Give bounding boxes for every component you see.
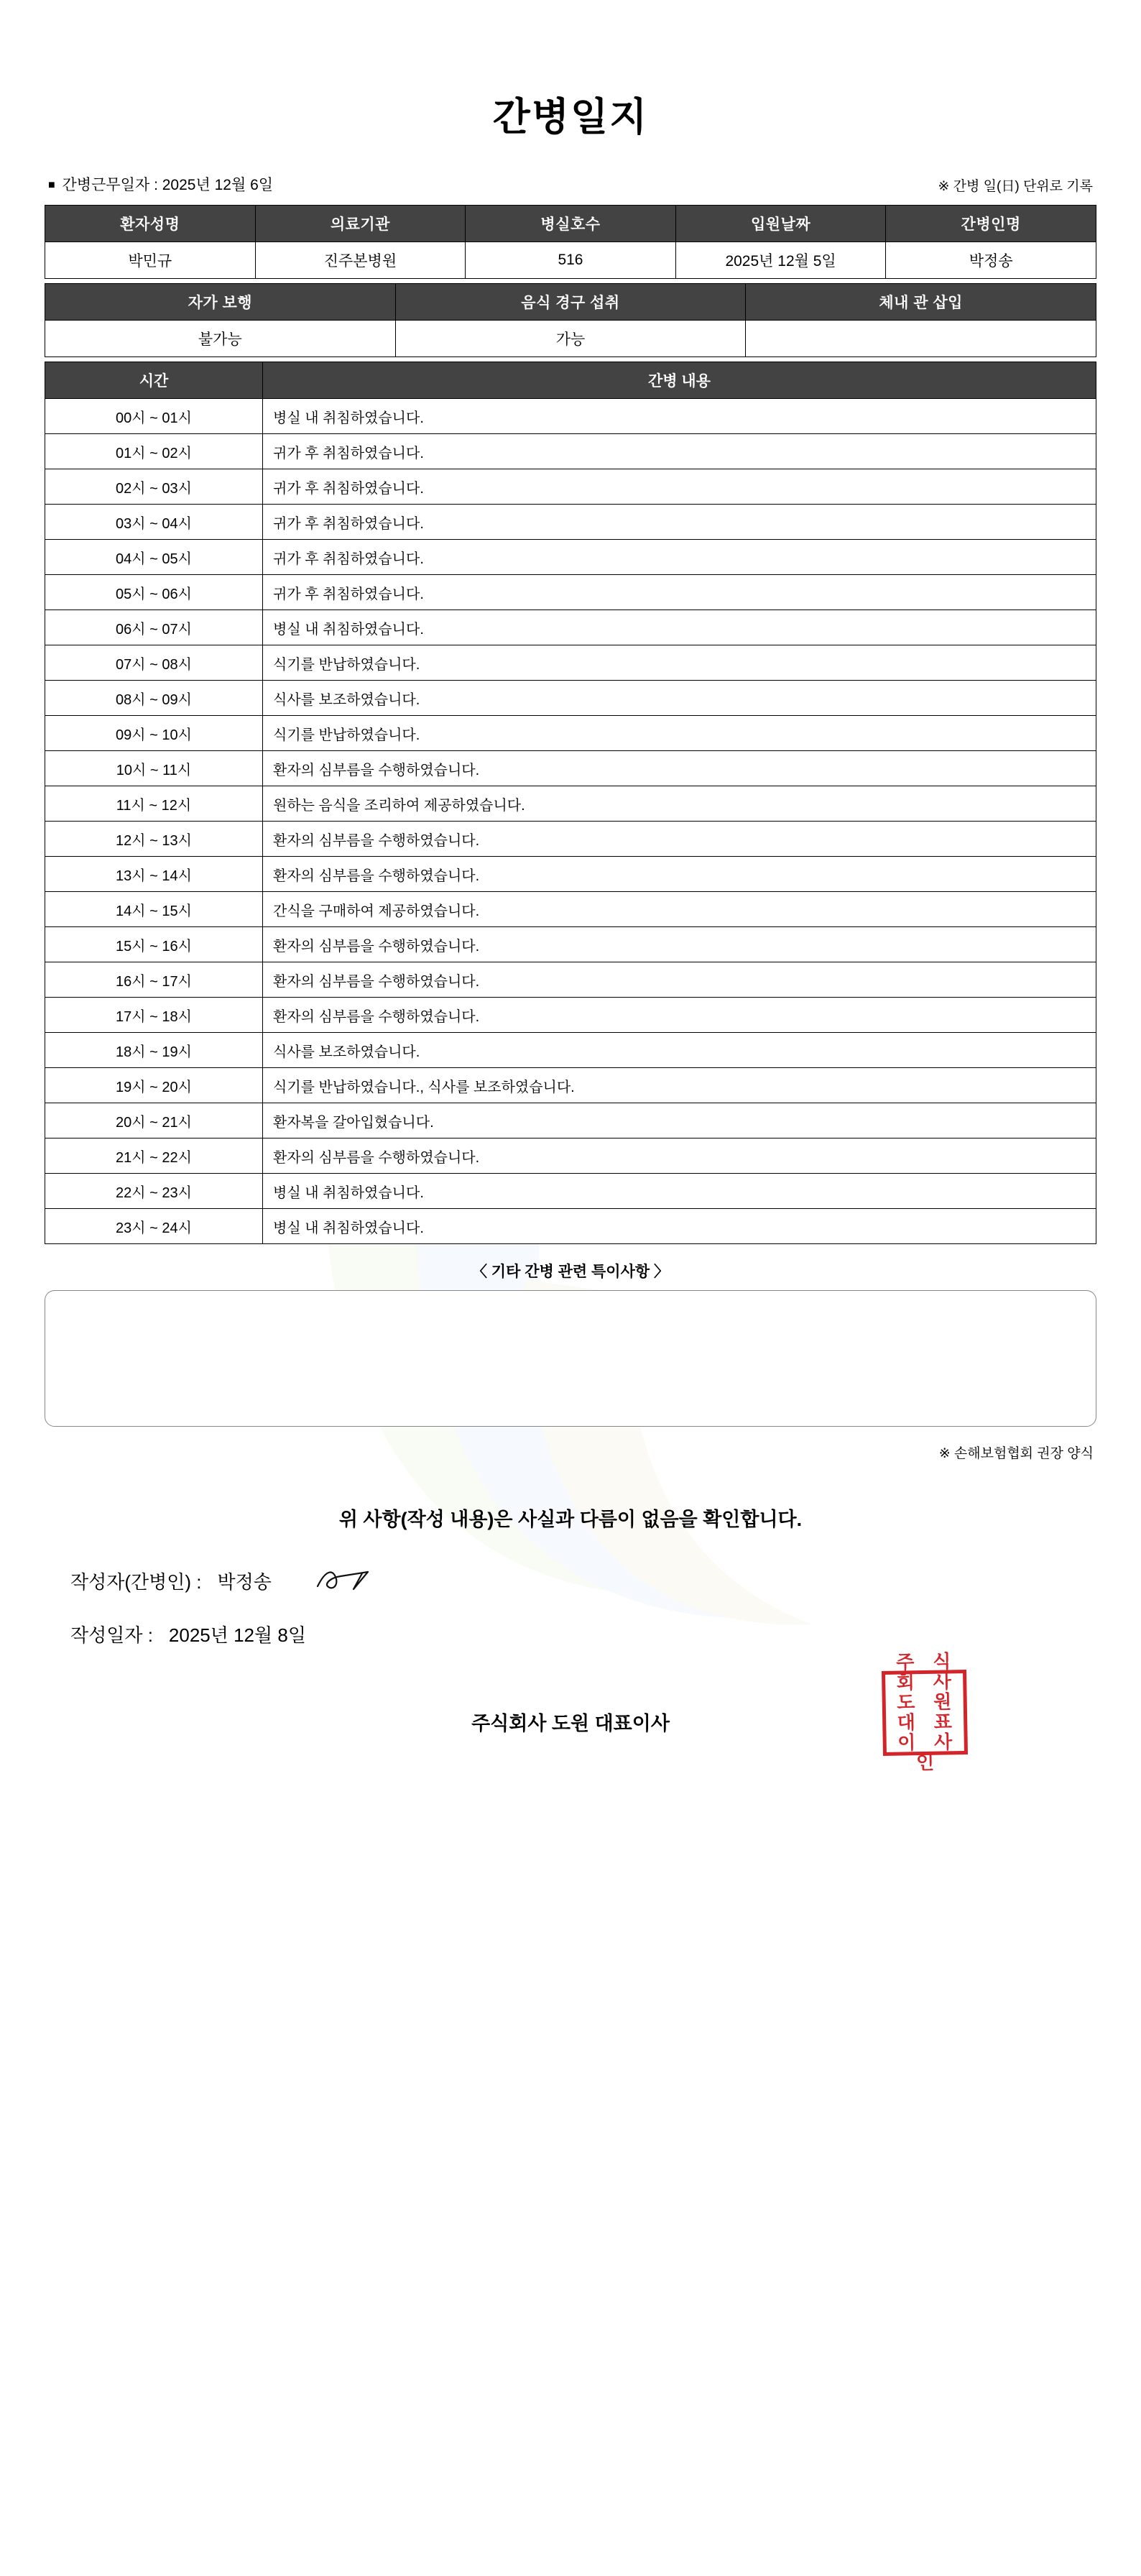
log-time: 07시 ~ 08시 xyxy=(45,645,263,681)
td-hospital: 진주본병원 xyxy=(255,242,466,279)
table-row xyxy=(45,962,1096,998)
signature-gap xyxy=(45,1601,1096,1616)
patient-info-table xyxy=(45,205,1096,279)
log-content: 병실 내 취침하였습니다. xyxy=(263,610,1096,645)
log-content: 병실 내 취침하였습니다. xyxy=(263,1174,1096,1209)
table-row xyxy=(45,321,1096,357)
table-row xyxy=(45,927,1096,962)
confirmation-statement: 위 사항(작성 내용)은 사실과 다름이 없음을 확인합니다. xyxy=(338,1509,803,1530)
table-row xyxy=(45,751,1096,786)
table-row xyxy=(45,822,1096,857)
notes-box[interactable] xyxy=(45,1290,1096,1427)
th-oral-intake: 음식 경구 섭취 xyxy=(395,284,746,321)
th-room-number: 병실호수 xyxy=(466,206,676,242)
log-content: 식기를 반납하였습니다. xyxy=(263,645,1096,681)
stamp-char: 표 xyxy=(933,1711,953,1733)
td-admission-date: 2025년 12월 5일 xyxy=(675,242,886,279)
log-time: 13시 ~ 14시 xyxy=(45,857,263,892)
log-content: 원하는 음식을 조리하여 제공하였습니다. xyxy=(263,786,1096,822)
log-content: 식기를 반납하였습니다. xyxy=(263,716,1096,751)
page-title: 간병일지 xyxy=(492,96,649,139)
log-content: 귀가 후 취침하였습니다. xyxy=(263,505,1096,540)
log-time: 06시 ~ 07시 xyxy=(45,610,263,645)
work-date xyxy=(48,173,273,195)
stamp-char: 이 xyxy=(897,1732,917,1754)
care-log-body xyxy=(45,399,1096,1244)
company-seal-stamp xyxy=(882,1651,968,1774)
table-row xyxy=(45,998,1096,1033)
log-content: 귀가 후 취침하였습니다. xyxy=(263,469,1096,505)
log-time: 18시 ~ 19시 xyxy=(45,1033,263,1068)
table-header-row xyxy=(45,284,1096,321)
signature-icon xyxy=(312,1565,377,1596)
company-name: 주식회사 도원 대표이사 xyxy=(471,1713,670,1734)
work-date-label: 간병근무일자 : xyxy=(62,177,158,193)
meta-row xyxy=(45,173,1096,205)
care-log-table xyxy=(45,362,1096,1244)
table-row xyxy=(45,681,1096,716)
table-row xyxy=(45,505,1096,540)
table-row xyxy=(45,610,1096,645)
date-line xyxy=(45,1616,1096,1652)
log-content: 귀가 후 취침하였습니다. xyxy=(263,575,1096,610)
table-row xyxy=(45,892,1096,927)
td-room-number: 516 xyxy=(466,242,676,279)
log-content: 식사를 보조하였습니다. xyxy=(263,1033,1096,1068)
log-time: 17시 ~ 18시 xyxy=(45,998,263,1033)
log-content: 환자의 심부름을 수행하였습니다. xyxy=(263,927,1096,962)
log-time: 19시 ~ 20시 xyxy=(45,1068,263,1103)
stamp-char: 도 xyxy=(896,1692,916,1714)
log-content: 병실 내 취침하였습니다. xyxy=(263,1209,1096,1244)
stamp-char: 사 xyxy=(933,1731,953,1753)
log-time: 11시 ~ 12시 xyxy=(45,786,263,822)
table-row xyxy=(45,716,1096,751)
log-content: 환자의 심부름을 수행하였습니다. xyxy=(263,822,1096,857)
table-header-row xyxy=(45,206,1096,242)
log-content: 병실 내 취침하였습니다. xyxy=(263,399,1096,434)
th-tube-insertion: 체내 관 삽입 xyxy=(746,284,1096,321)
log-time: 14시 ~ 15시 xyxy=(45,892,263,927)
log-content: 귀가 후 취침하였습니다. xyxy=(263,540,1096,575)
writer-value: 박정송 xyxy=(217,1570,272,1593)
log-content: 간식을 구매하여 제공하였습니다. xyxy=(263,892,1096,927)
notes-title: 〈 기타 간병 관련 특이사항 〉 xyxy=(471,1264,670,1280)
table-row xyxy=(45,434,1096,469)
stamp-char: 사 xyxy=(933,1671,953,1693)
th-hospital: 의료기관 xyxy=(255,206,466,242)
stamp-char: 원 xyxy=(933,1691,953,1713)
log-content: 환자복을 갈아입혔습니다. xyxy=(263,1103,1096,1138)
log-time: 20시 ~ 21시 xyxy=(45,1103,263,1138)
table-row xyxy=(45,857,1096,892)
th-patient-name: 환자성명 xyxy=(45,206,256,242)
log-time: 22시 ~ 23시 xyxy=(45,1174,263,1209)
log-content: 식기를 반납하였습니다., 식사를 보조하였습니다. xyxy=(263,1068,1096,1103)
th-caregiver-name: 간병인명 xyxy=(886,206,1096,242)
log-time: 16시 ~ 17시 xyxy=(45,962,263,998)
table-row xyxy=(45,1033,1096,1068)
td-patient-name: 박민규 xyxy=(45,242,256,279)
work-date-value: 2025년 12월 6일 xyxy=(162,177,274,193)
unit-note: ※ 간병 일(日) 단위로 기록 xyxy=(938,179,1093,194)
log-content: 식사를 보조하였습니다. xyxy=(263,681,1096,716)
th-care-content: 간병 내용 xyxy=(263,362,1096,399)
th-admission-date: 입원날짜 xyxy=(675,206,886,242)
log-time: 10시 ~ 11시 xyxy=(45,751,263,786)
log-content: 환자의 심부름을 수행하였습니다. xyxy=(263,998,1096,1033)
th-self-walking: 자가 보행 xyxy=(45,284,396,321)
td-tube-insertion xyxy=(746,321,1096,357)
log-time: 02시 ~ 03시 xyxy=(45,469,263,505)
table-row xyxy=(45,1209,1096,1244)
th-time: 시간 xyxy=(45,362,263,399)
condition-table xyxy=(45,283,1096,357)
date-label: 작성일자 : xyxy=(70,1624,153,1646)
stamp-char: 식 xyxy=(932,1651,952,1673)
log-time: 00시 ~ 01시 xyxy=(45,399,263,434)
table-row xyxy=(45,1103,1096,1138)
log-content: 환자의 심부름을 수행하였습니다. xyxy=(263,962,1096,998)
stamp-char: 인 xyxy=(915,1752,936,1774)
td-self-walking: 불가능 xyxy=(45,321,396,357)
log-time: 09시 ~ 10시 xyxy=(45,716,263,751)
association-note: ※ 손해보험협회 권장 양식 xyxy=(938,1446,1094,1461)
stamp-char: 대 xyxy=(897,1712,917,1734)
log-time: 01시 ~ 02시 xyxy=(45,434,263,469)
writer-label: 작성자(간병인) : xyxy=(70,1570,202,1593)
log-time: 04시 ~ 05시 xyxy=(45,540,263,575)
table-row xyxy=(45,1068,1096,1103)
log-content: 귀가 후 취침하였습니다. xyxy=(263,434,1096,469)
log-time: 21시 ~ 22시 xyxy=(45,1138,263,1174)
table-row xyxy=(45,469,1096,505)
table-row xyxy=(45,540,1096,575)
table-row xyxy=(45,242,1096,279)
writer-line xyxy=(45,1560,1096,1601)
table-row xyxy=(45,1174,1096,1209)
stamp-char: 주 xyxy=(895,1652,915,1673)
td-caregiver-name: 박정송 xyxy=(886,242,1096,279)
stamp-char: 회 xyxy=(896,1672,916,1693)
log-time: 15시 ~ 16시 xyxy=(45,927,263,962)
log-content: 환자의 심부름을 수행하였습니다. xyxy=(263,857,1096,892)
log-time: 03시 ~ 04시 xyxy=(45,505,263,540)
date-value: 2025년 12월 8일 xyxy=(168,1624,306,1646)
footer xyxy=(45,1652,1096,1773)
log-time: 23시 ~ 24시 xyxy=(45,1209,263,1244)
table-row xyxy=(45,645,1096,681)
table-row xyxy=(45,575,1096,610)
log-time: 12시 ~ 13시 xyxy=(45,822,263,857)
log-content: 환자의 심부름을 수행하였습니다. xyxy=(263,1138,1096,1174)
bullet-square-icon: ■ xyxy=(48,179,55,191)
log-time: 08시 ~ 09시 xyxy=(45,681,263,716)
log-time: 05시 ~ 06시 xyxy=(45,575,263,610)
table-row xyxy=(45,1138,1096,1174)
table-row xyxy=(45,399,1096,434)
log-content: 환자의 심부름을 수행하였습니다. xyxy=(263,751,1096,786)
table-header-row xyxy=(45,362,1096,399)
table-row xyxy=(45,786,1096,822)
td-oral-intake: 가능 xyxy=(395,321,746,357)
